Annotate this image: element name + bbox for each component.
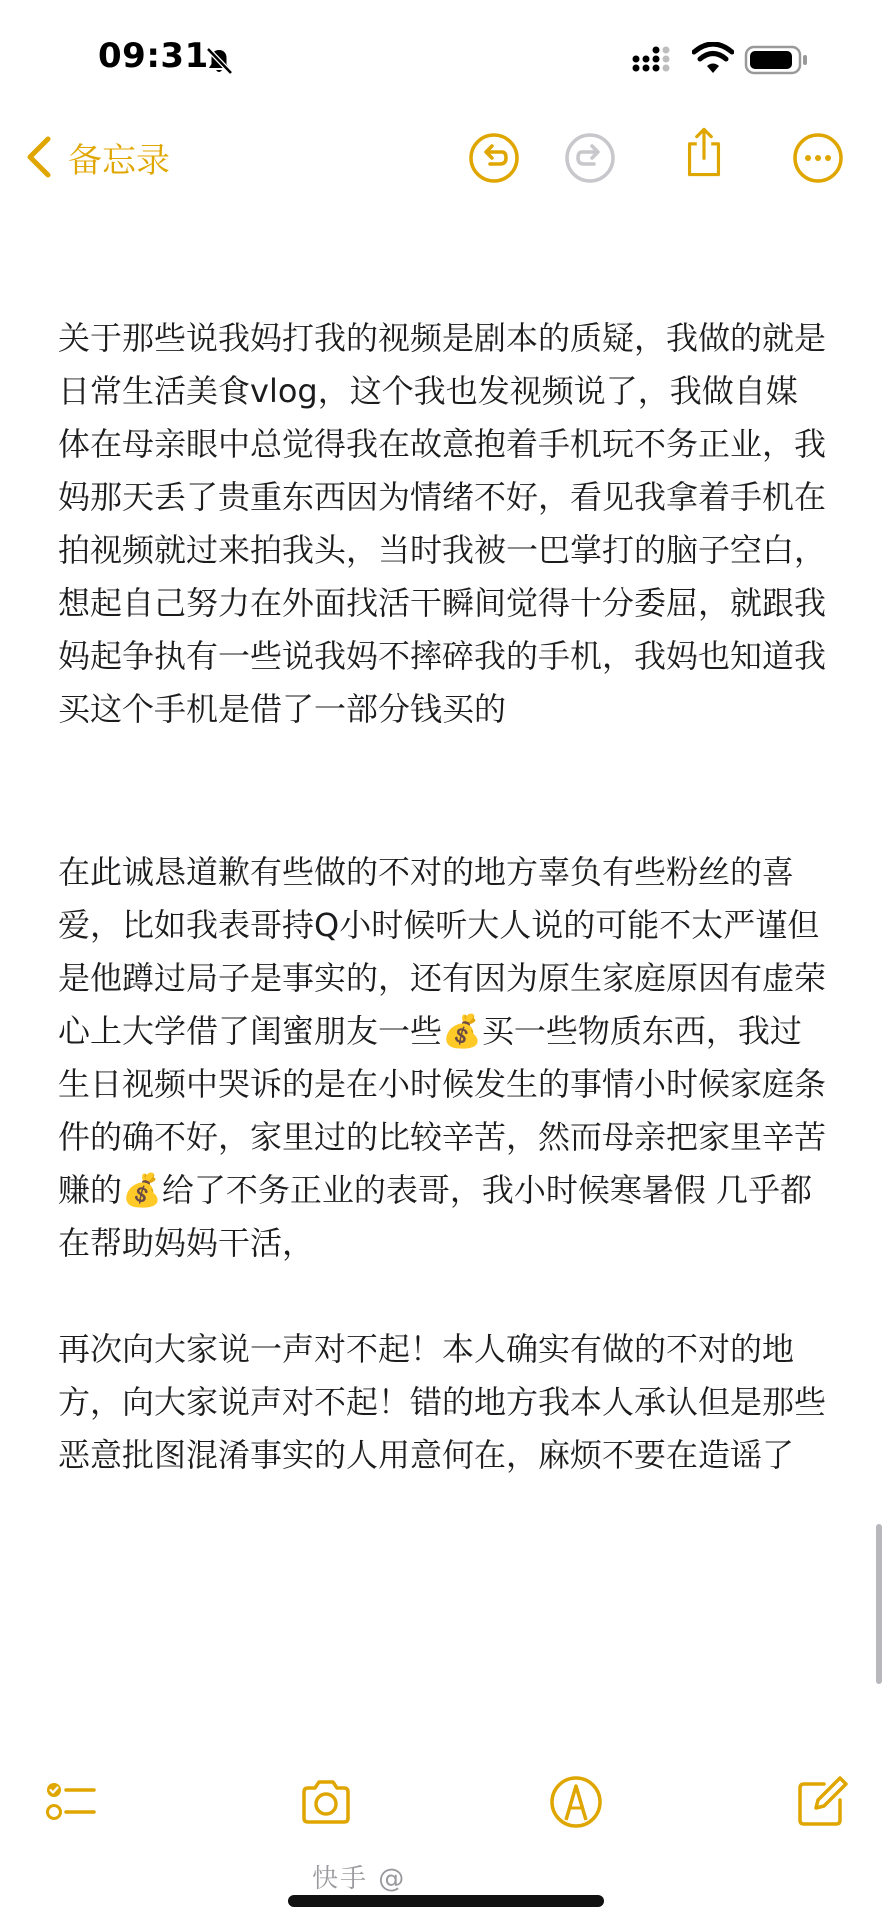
note-paragraph: 再次向大家说一声对不起！本人确实有做的不对的地方，向大家说声对不起！错的地方我本人承认但是那些恶意批图混淆事实的人用意何在，麻烦不要在造谣了 — [58, 1330, 827, 1474]
watermark: 快手 @ — [312, 1864, 407, 1894]
nav-bar — [0, 120, 886, 196]
markup-icon[interactable] — [548, 1774, 604, 1830]
home-indicator[interactable] — [288, 1895, 604, 1907]
undo-icon[interactable] — [466, 130, 522, 186]
more-icon[interactable] — [790, 130, 846, 186]
paragraph-spacer — [58, 736, 828, 846]
redo-icon[interactable] — [562, 130, 618, 186]
bell-slash-icon — [204, 46, 234, 76]
note-paragraph: 在此诚恳道歉有些做的不对的地方辜负有些粉丝的喜爱，比如我表哥持Q小时候听大人说的可能不太严谨但是他蹲过局子是事实的，还有因为原生家庭原因有虚荣心上大学借了闺蜜朋友一些💰买一些物质东西，我过生日视频中哭诉的是在小时候发生的事情小时候家庭条件的确不好，家里过的比较辛苦，然而母亲把家里辛苦赚的💰给了不务正业的表哥，我小时候寒暑假 几乎都在帮助妈妈干活， — [58, 853, 827, 1262]
checklist-icon[interactable] — [44, 1774, 100, 1830]
share-icon[interactable] — [676, 124, 732, 180]
scroll-indicator[interactable] — [876, 1524, 882, 1684]
back-label: 备忘录 — [68, 140, 170, 181]
signal-icon — [632, 46, 676, 76]
camera-icon[interactable] — [298, 1774, 354, 1830]
status-bar — [0, 0, 886, 120]
back-button[interactable] — [24, 132, 170, 182]
bottom-toolbar — [0, 1760, 886, 1840]
chevron-left-icon — [24, 135, 54, 179]
battery-icon — [744, 44, 810, 76]
note-paragraph: 关于那些说我妈打我的视频是剧本的质疑，我做的就是日常生活美食vlog，这个我也发视频说了，我做自媒体在母亲眼中总觉得我在故意抱着手机玩不务正业，我妈那天丢了贵重东西因为情绪不好，看见我拿着手机在拍视频就过来拍我头，当时我被一巴掌打的脑子空白，想起自己努力在外面找活干瞬间觉得十分委屈，就跟我妈起争执有一些说我妈不摔碎我的手机，我妈也知道我买这个手机是借了一部分钱买的 — [58, 319, 827, 728]
paragraph-spacer — [58, 1270, 828, 1323]
compose-icon[interactable] — [794, 1774, 850, 1830]
wifi-icon — [692, 42, 734, 76]
note-body[interactable] — [58, 312, 828, 1482]
status-time: 09:31 — [98, 36, 209, 76]
